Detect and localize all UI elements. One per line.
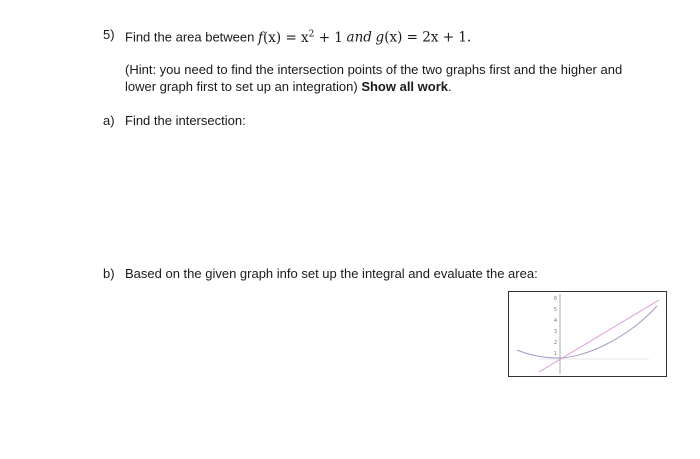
y-tick-label: 3	[553, 329, 557, 335]
graph-canvas	[509, 292, 666, 376]
hint-line-1: (Hint: you need to find the intersection points of the two graphs first and the higher and	[125, 62, 623, 77]
f-exponent: 2	[308, 29, 315, 39]
g-expression	[376, 30, 472, 46]
y-tick-label: 4	[553, 318, 557, 324]
y-tick-label: 5	[553, 307, 557, 313]
f-tail: + 1	[318, 29, 343, 46]
f-argument: (x) = x	[263, 29, 309, 46]
f-expression	[258, 30, 343, 46]
g-name: g	[375, 29, 385, 46]
y-tick-labels	[554, 296, 557, 357]
hint-line-2	[125, 78, 452, 95]
g-argument: (x) = 2x + 1.	[384, 29, 472, 46]
question-prefix: Find the area between	[125, 29, 255, 45]
part-a-letter: a)	[103, 113, 115, 128]
y-tick-label: 2	[553, 340, 557, 346]
line-graph	[539, 300, 659, 372]
hint-show-work: Show all work	[361, 79, 448, 94]
hint-period: .	[448, 79, 452, 94]
y-tick-label: 6	[553, 296, 557, 302]
f-name: f	[258, 29, 263, 46]
part-a-text: Find the intersection:	[125, 113, 246, 128]
part-b-text: Based on the given graph info set up the integral and evaluate the area:	[125, 266, 538, 281]
y-tick-label: 1	[553, 351, 557, 357]
question-number: 5)	[103, 27, 115, 42]
question-statement	[125, 26, 471, 47]
graph-figure	[508, 291, 667, 377]
and-word: and	[346, 29, 372, 46]
hint-line-2-text: lower graph first to set up an integration)	[125, 79, 358, 94]
part-b-letter: b)	[103, 266, 115, 281]
